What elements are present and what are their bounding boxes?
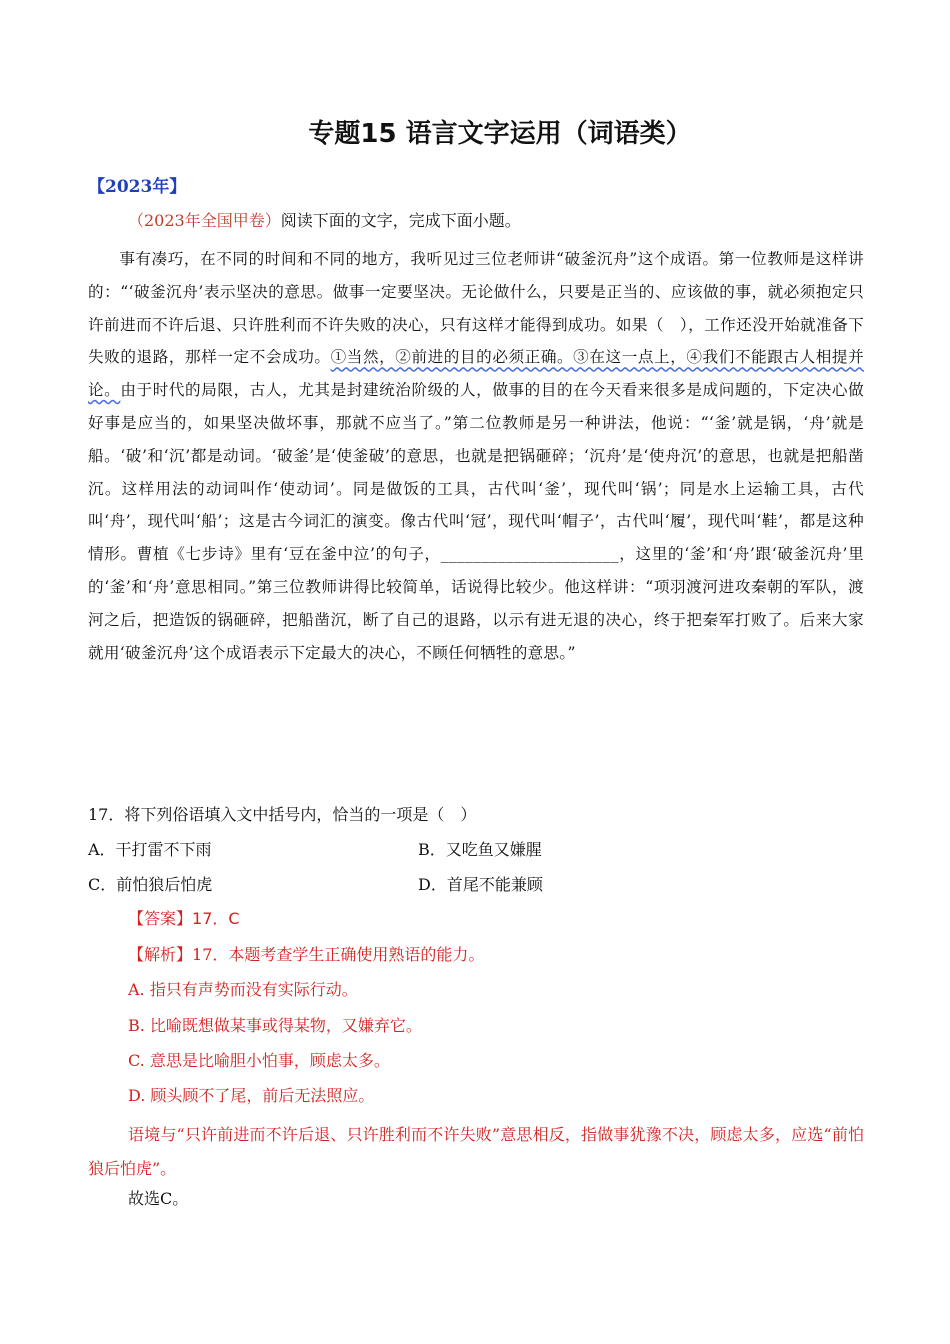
passage-paragraph: [88, 243, 864, 669]
conclusion: 故选C。: [128, 1189, 189, 1208]
option-a: A．干打雷不下雨: [88, 840, 212, 859]
analysis-item-d: D. 顾头顾不了尾，前后无法照应。: [128, 1086, 375, 1105]
passage-part-2: 由于时代的局限，古人，尤其是封建统治阶级的人，做事的目的在今天看来很多是成问题的，下定决心做好事是应当的，如果坚决做坏事，那就不应当了。”第二位教师是另一种讲法，他说：“‘釜’就是锅，‘舟’就是船。‘破’和‘沉’都是动词。‘破釜’是‘使釜破’的意思，也就是把锅砸碎；‘沉舟’是‘使舟沉’的意思，也就是把船凿沉。这样用法的动词叫作‘使动词’。同是做饭的工具，古代叫‘釜’，现代叫‘锅’；同是水上运输工具，古代叫‘舟’，现代叫‘船’；这是古今词汇的演变。像古代叫‘冠’，现代叫‘帽子’，古代叫‘履’，现代叫‘鞋’，都是这种情形。曹植《七步诗》里有‘豆在釜中泣’的句子，: [88, 381, 864, 564]
year-tag: 【2023年】: [88, 177, 187, 197]
analysis-intro: 17．本题考查学生正确使用熟语的能力。: [192, 945, 485, 964]
analysis-line: [128, 942, 484, 965]
passage-part-1: 事有凑巧，在不同的时间和不同的地方，我听见过三位老师讲“破釜沉舟”这个成语。第一位教师是这样讲的：“‘破釜沉舟’表示坚决的意思。做事一定要坚决。无论做什么，只要是正当的、应该做的事，就必须抱定只许前进而不许后退、只许胜利而不许失败的决心，只有这样才能得到成功。如果（ ），工作还没开始就准备下失败的退路，那样一定不会成功。: [88, 250, 864, 367]
passage-part-3: ，这里的‘釜’和‘舟’跟‘破釜沉舟’里的‘釜’和‘舟’意思相同。”第三位教师讲得比较简单，话说得比较少。他这样讲：“项羽渡河进攻秦朝的军队，渡河之后，把造饭的锅砸碎，把船凿沉，断了自己的退路，以示有进无退的决心，终于把秦军打败了。后来大家就用‘破釜沉舟’这个成语表示下定最大的决心，不顾任何牺牲的意思。”: [88, 545, 864, 662]
analysis-item-b: B. 比喻既想做某事或得某物，又嫌弃它。: [128, 1016, 422, 1035]
exam-source: （2023年全国甲卷）: [128, 211, 281, 230]
analysis-label: 【解析】: [128, 945, 193, 964]
reading-passage: [88, 243, 864, 669]
page-title: 专题15 语言文字运用（词语类）: [308, 119, 692, 149]
intro-text: 阅读下面的文字，完成下面小题。: [280, 211, 521, 230]
fill-blank: ______________________: [440, 545, 619, 564]
answer-value: 17．C: [192, 909, 240, 928]
analysis-item-c: C. 意思是比喻胆小怕事，顾虑太多。: [128, 1051, 390, 1070]
question-stem: 17．将下列俗语填入文中括号内，恰当的一项是（ ）: [88, 805, 477, 824]
wavy-underlined-sentences: ①当然，②前进的目的必须正确。③在这一点上，④我们不能跟古人相提并论。: [88, 348, 864, 400]
option-d: D．首尾不能兼顾: [418, 875, 543, 894]
option-b: B．又吃鱼又嫌腥: [418, 840, 542, 859]
answer-label: 【答案】: [128, 909, 193, 928]
analysis-item-a: A. 指只有声势而没有实际行动。: [128, 980, 358, 999]
question-intro: [128, 208, 521, 231]
option-c: C．前怕狼后怕虎: [88, 875, 213, 894]
answer-line: [128, 906, 240, 929]
analysis-reasoning: 语境与“只许前进而不许后退、只许胜利而不许失败”意思相反，指做事犹豫不决，顾虑太多，应选“前怕狼后怕虎”。: [88, 1125, 864, 1178]
